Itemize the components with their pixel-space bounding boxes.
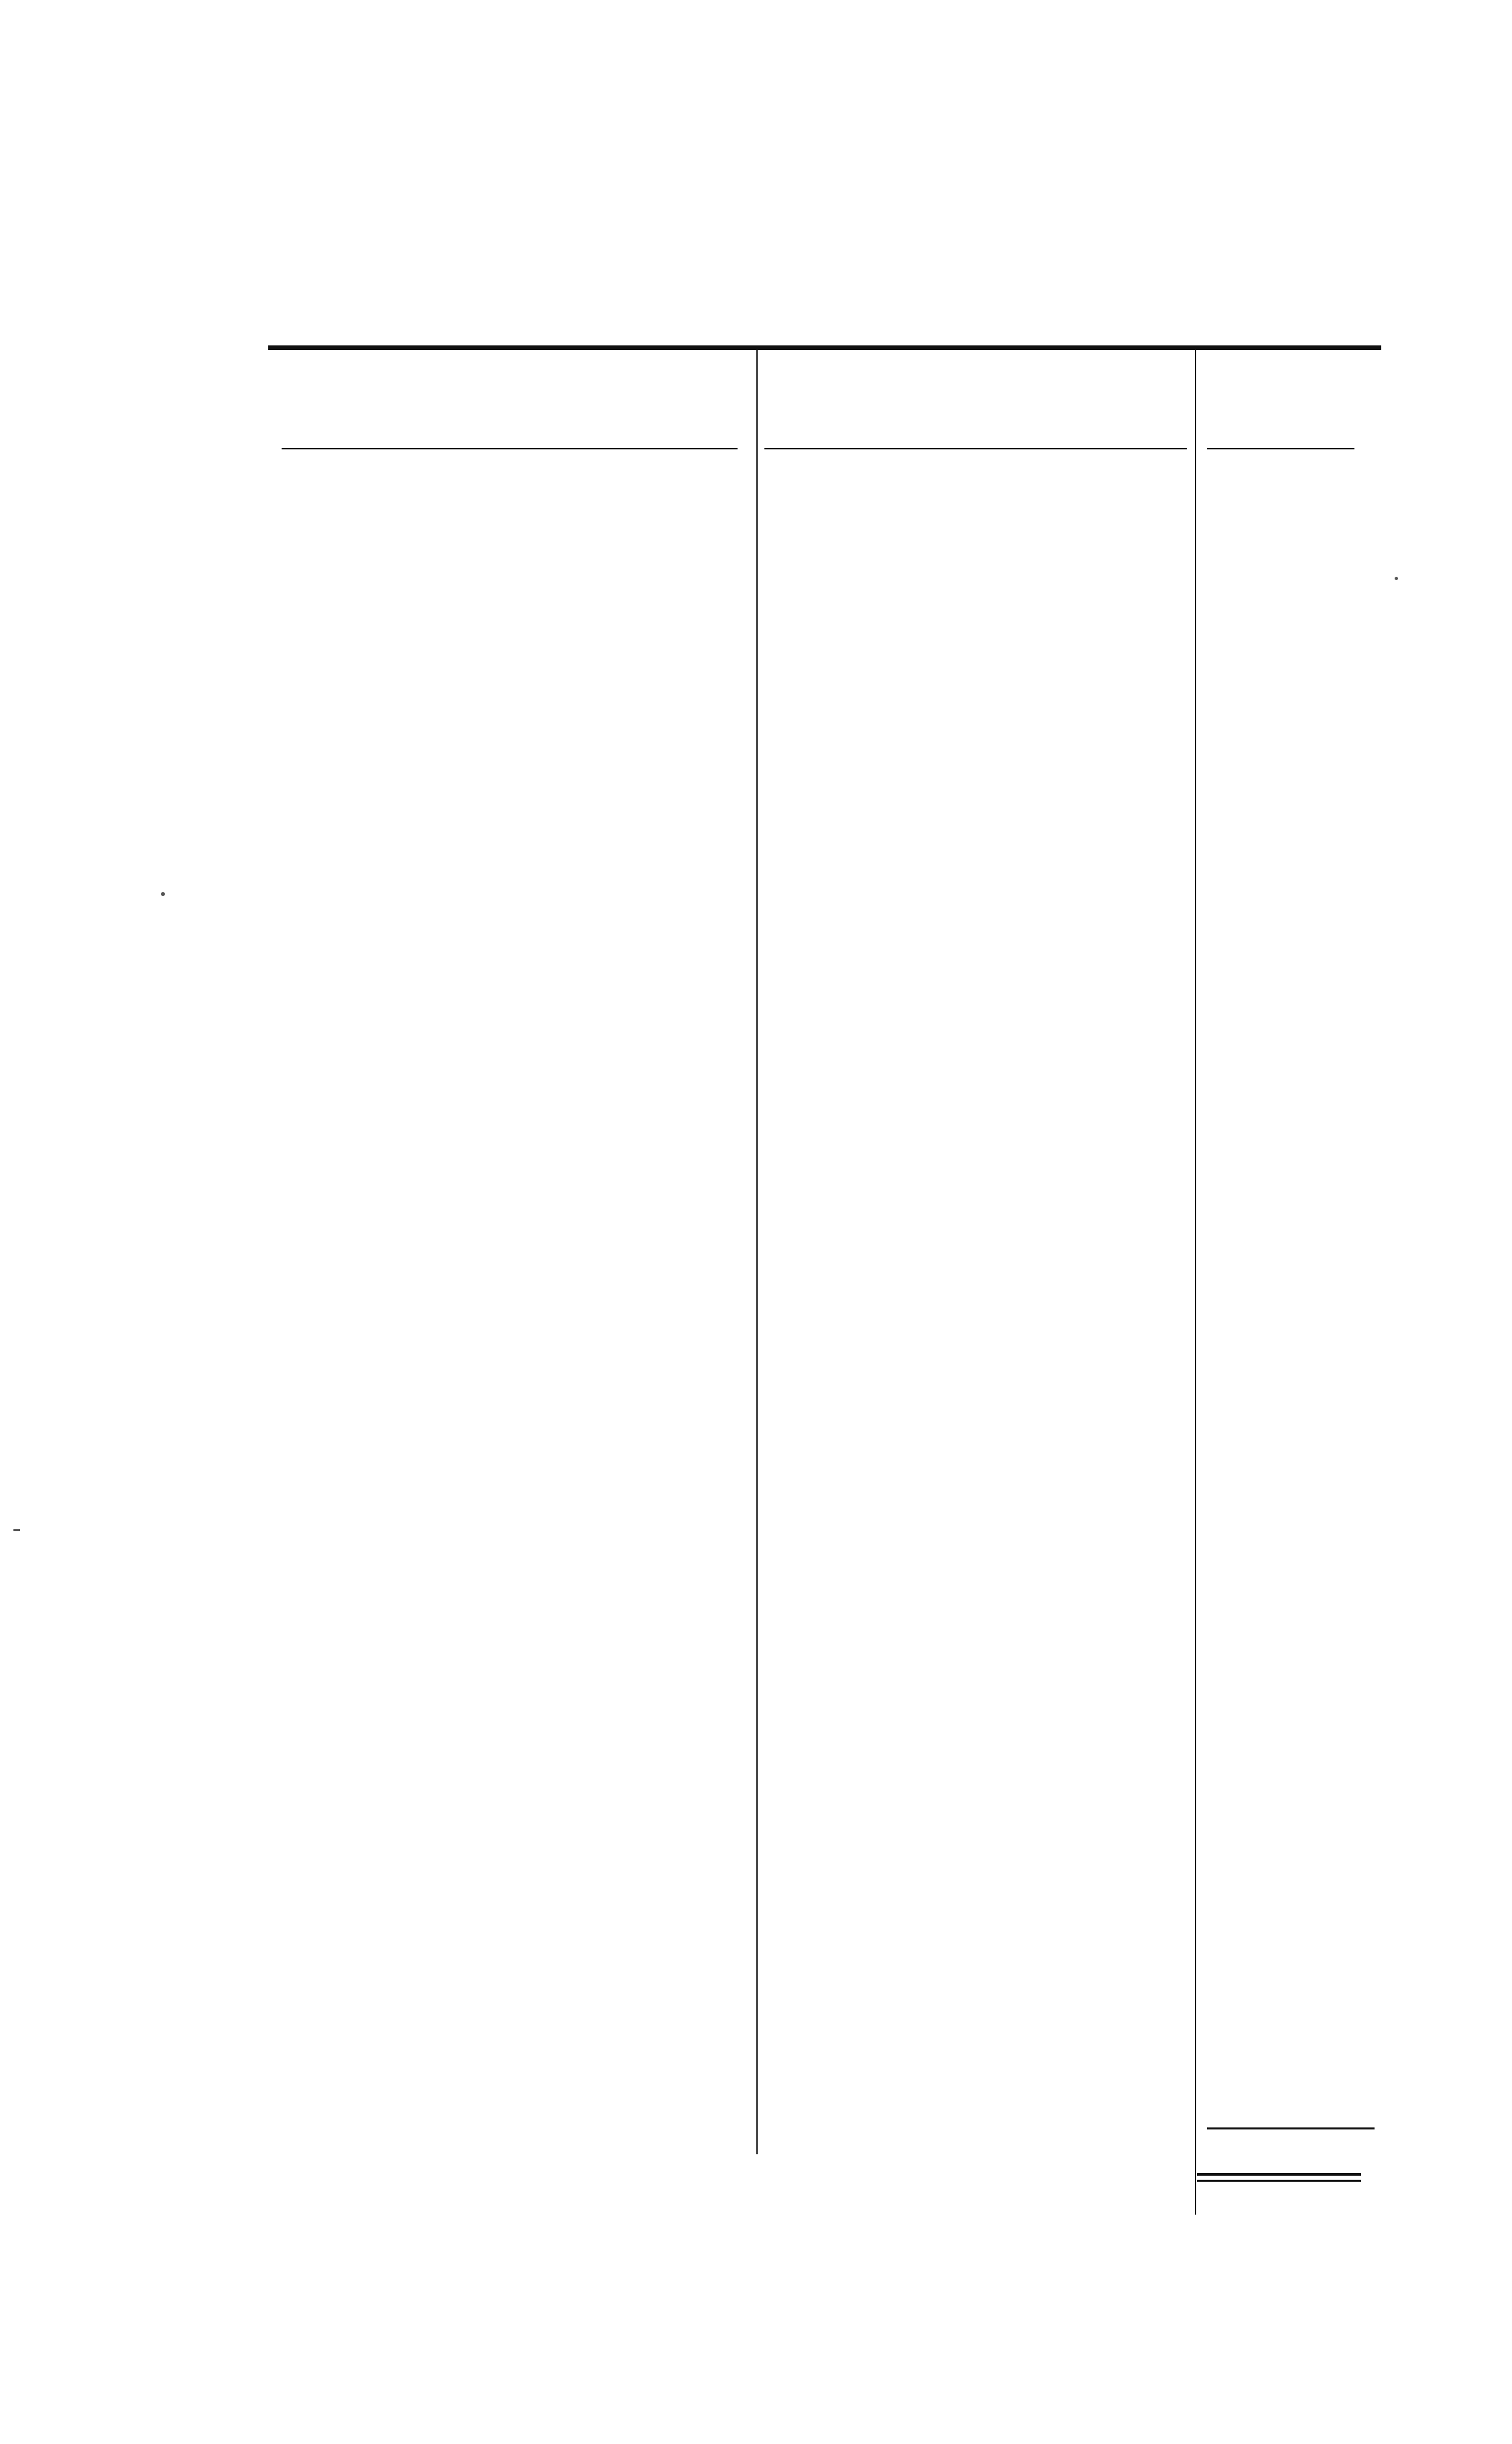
margin-mark (1395, 577, 1398, 580)
header-underline-locality (764, 448, 1187, 449)
total-rule-top (1207, 2127, 1375, 2129)
table-top-rule (268, 345, 1381, 350)
column-divider-2 (1195, 350, 1196, 2215)
total-rule-bottom-2 (1197, 2180, 1361, 2182)
header-underline-acres (1207, 448, 1354, 449)
margin-mark (161, 892, 165, 896)
total-rule-bottom-1 (1197, 2173, 1361, 2176)
total-label (925, 2133, 962, 2162)
column-divider-1 (756, 350, 758, 2154)
header-underline-name (282, 448, 738, 449)
margin-mark (13, 1529, 20, 1531)
